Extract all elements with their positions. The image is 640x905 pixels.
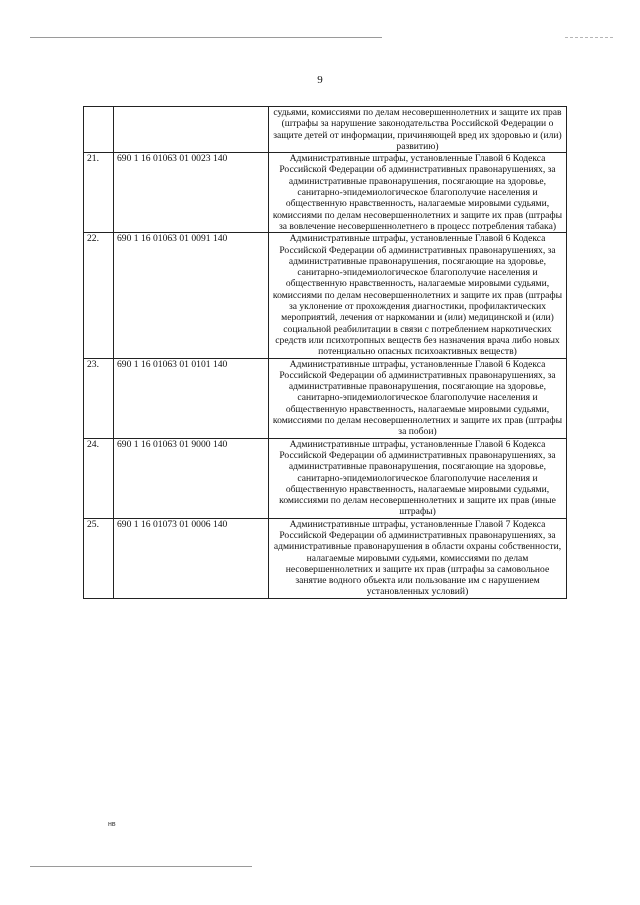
- budget-code: 690 1 16 01073 01 0006 140: [114, 518, 269, 598]
- footer-initials: нв: [108, 821, 116, 828]
- budget-code: 690 1 16 01063 01 9000 140: [114, 438, 269, 518]
- table-row: [84, 358, 567, 438]
- row-description: Административные штрафы, установленные Главой 6 Кодекса Российской Федерации об административных правонарушениях, за административные правонарушения, посягающие на здоровье, санитарно-эпидемиологическое благополучие населения и общественную нравственность, налагаемые мировыми судьями, комиссиями по делам несовершеннолетних и защите их прав (иные штрафы): [269, 438, 567, 518]
- row-number: 25.: [84, 518, 114, 598]
- row-description: Административные штрафы, установленные Главой 7 Кодекса Российской Федерации об административных правонарушениях, за административные правонарушения в области охраны собственности, налагаемые мировыми судьями, комиссиями по делам несовершеннолетних и защите их прав (штрафы за самовольное занятие водного объекта или пользование им с нарушением установленных условий): [269, 518, 567, 598]
- budget-code: 690 1 16 01063 01 0023 140: [114, 153, 269, 233]
- budget-code-table: [83, 106, 567, 599]
- row-number: 22.: [84, 233, 114, 358]
- table-row: [84, 438, 567, 518]
- table-row: [84, 233, 567, 358]
- row-description: Административные штрафы, установленные Главой 6 Кодекса Российской Федерации об административных правонарушениях, за административные правонарушения, посягающие на здоровье, санитарно-эпидемиологическое благополучие населения и общественную нравственность, налагаемые мировыми судьями, комиссиями по делам несовершеннолетних и защите их прав (штрафы за уклонение от прохождения диагностики, профилактических мероприятий, лечения от наркомании и (или) медицинской и (или) социальной реабилитации в связи с потреблением наркотических средств или психотропных веществ без назначения врача либо новых потенциально опасных психоактивных веществ): [269, 233, 567, 358]
- budget-code: 690 1 16 01063 01 0091 140: [114, 233, 269, 358]
- row-number: 21.: [84, 153, 114, 233]
- table-row: [84, 518, 567, 598]
- table-row: [84, 107, 567, 153]
- budget-code: [114, 107, 269, 153]
- row-description: Административные штрафы, установленные Главой 6 Кодекса Российской Федерации об административных правонарушениях, за административные правонарушения, посягающие на здоровье, санитарно-эпидемиологическое благополучие населения и общественную нравственность, налагаемые мировыми судьями, комиссиями по делам несовершеннолетних и защите их прав (штрафы за вовлечение несовершеннолетнего в процесс потребления табака): [269, 153, 567, 233]
- scan-edge-line-top: [30, 37, 382, 38]
- scan-edge-line-top-right: [565, 37, 613, 38]
- row-number: 24.: [84, 438, 114, 518]
- page-number: 9: [317, 74, 323, 86]
- budget-code: 690 1 16 01063 01 0101 140: [114, 358, 269, 438]
- row-description: судьями, комиссиями по делам несовершеннолетних и защите их прав (штрафы за нарушение законодательства Российской Федерации о защите детей от информации, причиняющей вред их здоровью и (или) развитию): [269, 107, 567, 153]
- table-row: [84, 153, 567, 233]
- row-number: [84, 107, 114, 153]
- row-number: 23.: [84, 358, 114, 438]
- scan-edge-line-bottom: [30, 866, 252, 867]
- row-description: Административные штрафы, установленные Главой 6 Кодекса Российской Федерации об административных правонарушениях, за административные правонарушения, посягающие на здоровье, санитарно-эпидемиологическое благополучие населения и общественную нравственность, налагаемые мировыми судьями, комиссиями по делам несовершеннолетних и защите их прав (штрафы за побои): [269, 358, 567, 438]
